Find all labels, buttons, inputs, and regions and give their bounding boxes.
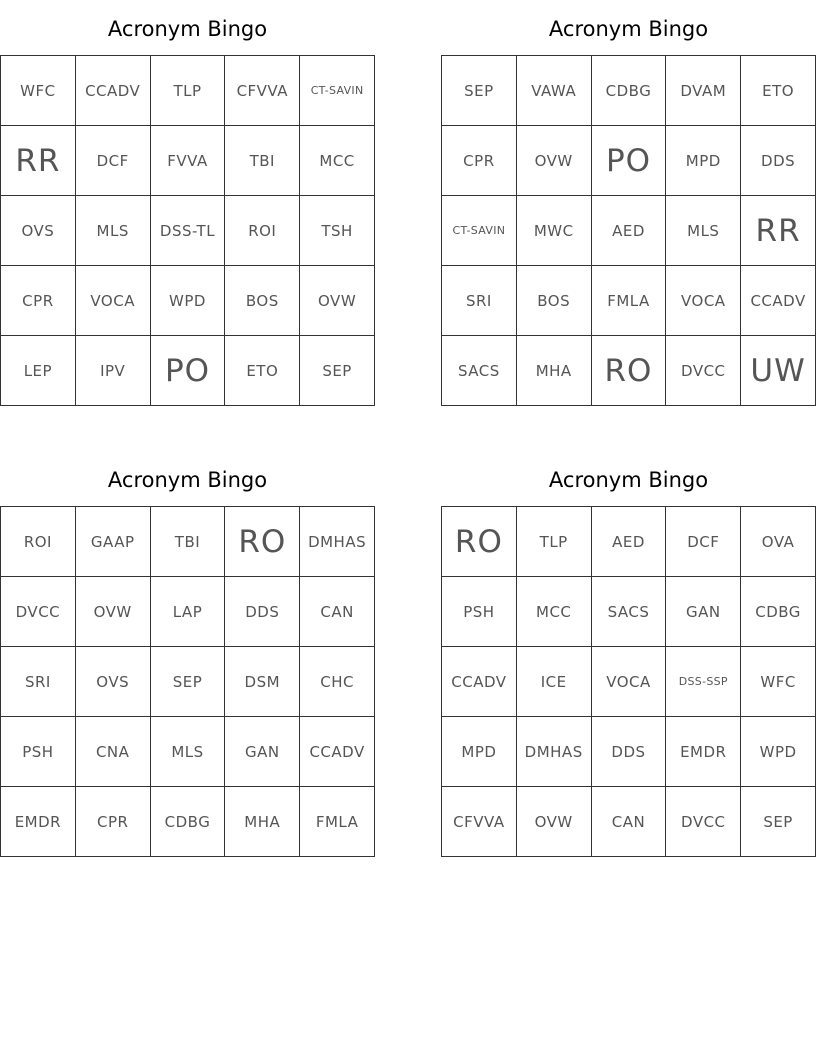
bingo-cell: SRI <box>1 647 76 717</box>
bingo-cell: SEP <box>741 787 816 857</box>
bingo-cell: SACS <box>442 336 517 406</box>
bingo-cell: AED <box>592 507 667 577</box>
bingo-cell: ETO <box>225 336 300 406</box>
bingo-cell: MLS <box>151 717 226 787</box>
bingo-cell: SACS <box>592 577 667 647</box>
bingo-cell: DCF <box>76 126 151 196</box>
card-title: Acronym Bingo <box>548 17 709 41</box>
bingo-cell: RO <box>592 336 667 406</box>
bingo-cell: MHA <box>225 787 300 857</box>
bingo-cell: BOS <box>225 266 300 336</box>
bingo-cell: MWC <box>517 196 592 266</box>
bingo-cell: WFC <box>1 56 76 126</box>
bingo-cell: SEP <box>151 647 226 717</box>
bingo-cell: AED <box>592 196 667 266</box>
bingo-cell: MLS <box>666 196 741 266</box>
bingo-cell: MLS <box>76 196 151 266</box>
bingo-cell: WPD <box>151 266 226 336</box>
bingo-cell: WPD <box>741 717 816 787</box>
bingo-cell: LEP <box>1 336 76 406</box>
bingo-cell: CDBG <box>741 577 816 647</box>
bingo-cell: CCADV <box>442 647 517 717</box>
bingo-grid <box>0 55 375 406</box>
bingo-grid <box>441 506 816 857</box>
bingo-cell: ETO <box>741 56 816 126</box>
bingo-cell: EMDR <box>1 787 76 857</box>
bingo-cell: FMLA <box>300 787 375 857</box>
bingo-cell: DMHAS <box>517 717 592 787</box>
bingo-cell: CFVVA <box>442 787 517 857</box>
bingo-cell: BOS <box>517 266 592 336</box>
bingo-cell: TSH <box>300 196 375 266</box>
bingo-cell: DVCC <box>666 787 741 857</box>
bingo-cell: CAN <box>592 787 667 857</box>
bingo-cell: DSS-SSP <box>666 647 741 717</box>
bingo-cell: CHC <box>300 647 375 717</box>
bingo-cell: CT-SAVIN <box>300 56 375 126</box>
bingo-grid <box>0 506 375 857</box>
bingo-cell: MPD <box>666 126 741 196</box>
bingo-cell: DMHAS <box>300 507 375 577</box>
bingo-cell: CPR <box>76 787 151 857</box>
bingo-cell: SEP <box>300 336 375 406</box>
bingo-cell: OVW <box>300 266 375 336</box>
bingo-cell: FVVA <box>151 126 226 196</box>
bingo-cell: RR <box>741 196 816 266</box>
bingo-cell: OVW <box>76 577 151 647</box>
bingo-cell: OVW <box>517 126 592 196</box>
bingo-cell: UW <box>741 336 816 406</box>
bingo-cell: DDS <box>592 717 667 787</box>
card-title: Acronym Bingo <box>548 468 709 492</box>
bingo-cell: DVCC <box>666 336 741 406</box>
bingo-cell: SEP <box>442 56 517 126</box>
bingo-cell: ROI <box>225 196 300 266</box>
bingo-cell: DCF <box>666 507 741 577</box>
bingo-cell: CPR <box>1 266 76 336</box>
bingo-cell: TLP <box>517 507 592 577</box>
bingo-cell: DVAM <box>666 56 741 126</box>
bingo-cell: CAN <box>300 577 375 647</box>
bingo-cell: CCADV <box>76 56 151 126</box>
bingo-grid <box>441 55 816 406</box>
card-title: Acronym Bingo <box>107 468 268 492</box>
bingo-cell: TBI <box>225 126 300 196</box>
bingo-cell: CCADV <box>300 717 375 787</box>
bingo-cell: VOCA <box>666 266 741 336</box>
card-title: Acronym Bingo <box>107 17 268 41</box>
bingo-cell: MCC <box>517 577 592 647</box>
bingo-cell: VAWA <box>517 56 592 126</box>
bingo-cell: VOCA <box>76 266 151 336</box>
bingo-cell: TLP <box>151 56 226 126</box>
bingo-cell: FMLA <box>592 266 667 336</box>
bingo-cell: PO <box>592 126 667 196</box>
bingo-cell: TBI <box>151 507 226 577</box>
bingo-cell: DDS <box>741 126 816 196</box>
bingo-cell: OVA <box>741 507 816 577</box>
bingo-cell: RO <box>442 507 517 577</box>
bingo-cell: ICE <box>517 647 592 717</box>
bingo-cell: CDBG <box>592 56 667 126</box>
bingo-cell: DSM <box>225 647 300 717</box>
bingo-cell: WFC <box>741 647 816 717</box>
bingo-cell: PSH <box>442 577 517 647</box>
bingo-cell: CDBG <box>151 787 226 857</box>
bingo-cell: OVW <box>517 787 592 857</box>
bingo-cell: OVS <box>76 647 151 717</box>
bingo-cell: IPV <box>76 336 151 406</box>
bingo-cell: CPR <box>442 126 517 196</box>
bingo-cell: EMDR <box>666 717 741 787</box>
bingo-cell: OVS <box>1 196 76 266</box>
bingo-cell: VOCA <box>592 647 667 717</box>
bingo-cell: GAAP <box>76 507 151 577</box>
bingo-cell: MPD <box>442 717 517 787</box>
bingo-cell: GAN <box>666 577 741 647</box>
bingo-cell: DSS-TL <box>151 196 226 266</box>
bingo-cell: DDS <box>225 577 300 647</box>
bingo-cell: DVCC <box>1 577 76 647</box>
bingo-cell: MHA <box>517 336 592 406</box>
bingo-cell: CT-SAVIN <box>442 196 517 266</box>
bingo-cell: PO <box>151 336 226 406</box>
bingo-cell: RO <box>225 507 300 577</box>
bingo-cell: SRI <box>442 266 517 336</box>
bingo-cell: GAN <box>225 717 300 787</box>
bingo-cell: CNA <box>76 717 151 787</box>
bingo-cell: PSH <box>1 717 76 787</box>
bingo-cell: LAP <box>151 577 226 647</box>
bingo-cell: RR <box>1 126 76 196</box>
bingo-cell: CCADV <box>741 266 816 336</box>
bingo-cell: ROI <box>1 507 76 577</box>
bingo-cell: CFVVA <box>225 56 300 126</box>
bingo-cell: MCC <box>300 126 375 196</box>
